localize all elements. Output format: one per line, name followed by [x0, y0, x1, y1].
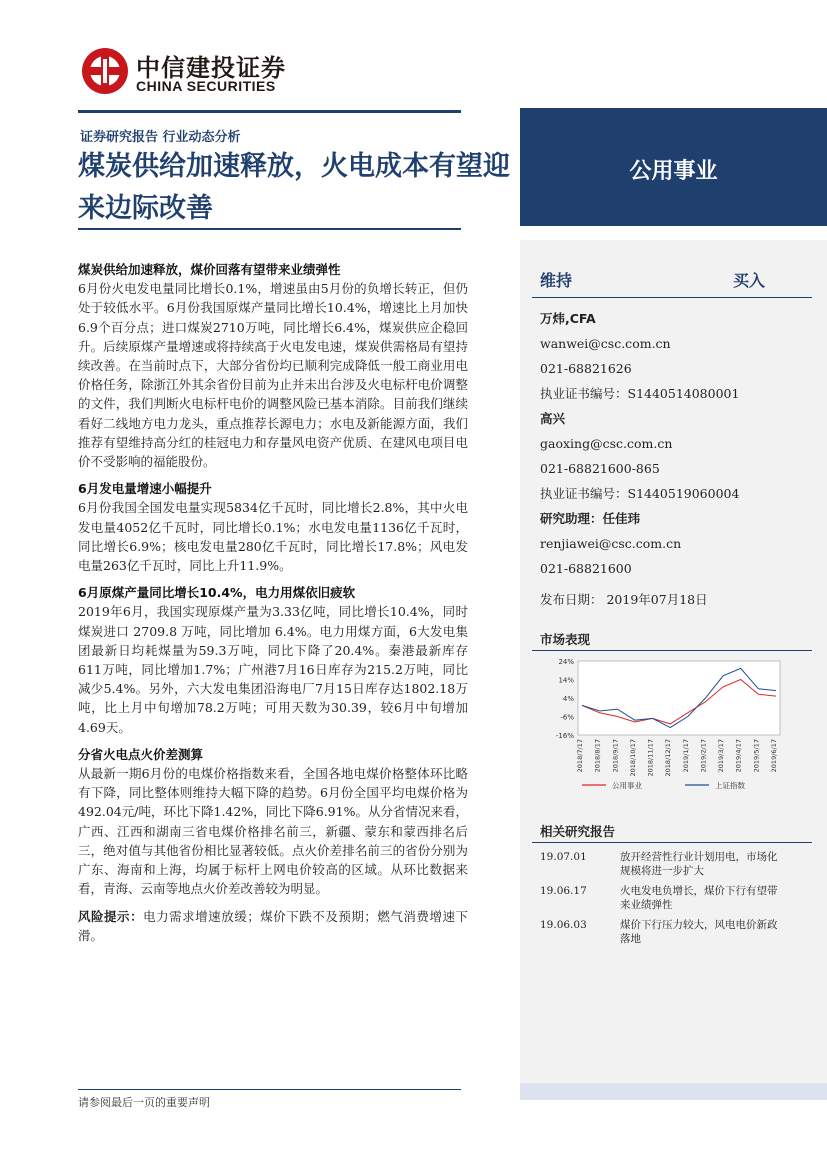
section-text: 从最新一期6月份的电煤价格指数来看，全国各地电煤价格整体环比略有下降，同比整体则维持大幅下降的趋势。6月份全国平均电煤价格为492.04元/吨，环比下降1.42%，同比下降6.91%。从分省情况来看，广西、江西和湖南三省电煤价格排名前三，新疆、蒙东和蒙西排名后三，绝对值与其他省份相比显著较低。点火价差排名前三的省份分别为广东、海南和上海，均属于标杆上网电价较高的区域。从环比数据来看，青海、云南等地点火价差改善较为明显。 [78, 766, 468, 897]
y-tick-label: 24% [558, 658, 574, 666]
section-heading: 6月原煤产量同比增长10.4%，电力用煤依旧疲软 [78, 585, 356, 601]
analyst-name: 万炜,CFA [540, 311, 596, 326]
analyst-email[interactable]: gaoxing@csc.com.cn [540, 436, 673, 451]
x-tick-label: 2018/12/17 [664, 739, 673, 777]
plot-area [578, 661, 780, 735]
logo-chinese: 中信建投证券 [136, 54, 286, 82]
footer-rule [78, 1089, 461, 1090]
section-text: 2019年6月，我国实现原煤产量为3.33亿吨，同比增长10.4%，同时煤炭进口 2709.8 万吨，同比增加 6.4%。电力用煤方面，6大发电集团最新日均耗煤量为59.3万吨，同比下降了20.4%。秦港最新库存611万吨，同比增加1.7%；广州港7月16日库存为215.2万吨，同比减少5.4%。另外，六大发电集团沿海电厂7月15日库存达1802.18万吨，比上月中旬增加78.2万吨；可用天数为30.39，较6月中旬增加4.69天。 [78, 604, 468, 735]
related-date: 19.07.01 [540, 851, 587, 863]
legend-label: 上证指数 [715, 781, 745, 790]
y-tick-label: -6% [560, 713, 574, 722]
analyst-phone: 021-68821626 [540, 361, 632, 376]
y-tick-label: 14% [558, 676, 574, 685]
sector-name: 公用事业 [629, 159, 718, 184]
section-text: 6月份我国全国发电量实现5834亿千瓦时，同比增长2.8%，其中火电发电量4052亿千瓦时，同比增长0.1%；水电发电量1136亿千瓦时，同比增长6.9%；核电发电量280亿千瓦时，同比增长17.8%；风电发电量263亿千瓦时，同比上升11.9%。 [78, 500, 468, 574]
logo-english: CHINA SECURITIES [136, 78, 276, 94]
rating-rule [532, 297, 812, 298]
x-tick-label: 2019/5/17 [752, 739, 761, 773]
x-tick-label: 2019/6/17 [770, 739, 778, 773]
x-tick-label: 2018/11/17 [646, 739, 655, 777]
header-rule [78, 110, 461, 113]
section-heading: 6月发电量增速小幅提升 [78, 481, 212, 497]
x-tick-label: 2018/10/17 [628, 739, 637, 777]
analyst-phone: 021-68821600-865 [540, 461, 660, 476]
related-item[interactable] [540, 884, 780, 912]
related-rule [532, 842, 812, 843]
analyst-block [540, 306, 800, 612]
related-date: 19.06.03 [540, 919, 587, 931]
related-text: 煤价下行压力较大，风电电价新政落地 [620, 919, 778, 945]
assistant-phone: 021-68821600 [540, 561, 632, 576]
main-body [78, 258, 468, 953]
x-tick-label: 2019/4/17 [734, 739, 743, 773]
related-text: 火电发电负增长，煤价下行有望带来业绩弹性 [620, 885, 778, 911]
market-chart [530, 655, 810, 795]
section-4 [78, 745, 468, 899]
market-rule [532, 650, 812, 651]
rating-value: 买入 [732, 271, 765, 290]
analyst-cert: 执业证书编号：S1440519060004 [540, 486, 740, 501]
risk-label: 风险提示： [78, 908, 144, 924]
section-heading: 煤炭供给加速释放，煤价回落有望带来业绩弹性 [78, 262, 341, 277]
section-text: 6月份火电发电量同比增长0.1%，增速虽由5月份的负增长转正，但仍处于较低水平。6月份我国原煤产量同比增长10.4%，增速比上月加快6.9个百分点；进口煤炭2710万吨，同比增长6.4%，煤炭供应企稳回升。后续原煤产量增速或将持续高于火电发电速，煤炭供需格局有望持续改善。在当前时点下，大部分省份均已顺利完成降低一般工商业用电价格任务，除浙江外其余省份目前为止并未出台涉及火电标杆电价调整的文件，我们判断火电标杆电价的调整风险已基本消除。目前我们继续看好二线地方电力龙头，重点推荐长源电力；水电及新能源方面，我们推荐有望维持高分红的桂冠电力和存量风电资产优质、在建风电项目电价不受影响的福能股份。 [78, 281, 468, 470]
rating-label: 维持 [540, 271, 573, 290]
page-title: 煤炭供给加速释放，火电成本有望迎来边际改善 [78, 151, 510, 224]
assistant-email[interactable]: renjiawei@csc.com.cn [540, 536, 682, 551]
analyst-cert: 执业证书编号：S1440514080001 [540, 386, 740, 401]
related-list [540, 850, 780, 952]
section-2 [78, 479, 468, 575]
x-tick-label: 2019/2/17 [699, 739, 708, 773]
analyst-name: 高兴 [540, 411, 566, 426]
sidebar-bottom-band [520, 1083, 827, 1100]
section-heading: 分省火电点火价差测算 [78, 746, 204, 762]
legend-label: 公用事业 [612, 781, 642, 790]
related-text: 放开经营性行业计划用电，市场化规模将进一步扩大 [620, 851, 778, 877]
risk-text: 电力需求增速放缓；煤价下跌不及预期；燃气消费增速下滑。 [78, 908, 468, 943]
publish-date: 发布日期： 2019年07月18日 [540, 592, 708, 607]
assistant-label: 研究助理：任佳玮 [540, 511, 641, 526]
y-tick-label: -16% [555, 732, 574, 740]
related-item[interactable] [540, 918, 780, 946]
section-3 [78, 583, 468, 737]
risk-note [78, 907, 468, 945]
report-type: 证券研究报告 行业动态分析 [80, 130, 241, 145]
title-rule [78, 228, 461, 230]
logo-mark [80, 46, 130, 96]
x-tick-label: 2018/8/17 [593, 739, 602, 773]
y-tick-label: 4% [562, 695, 574, 703]
x-tick-label: 2019/3/17 [717, 739, 726, 773]
related-item[interactable] [540, 850, 780, 878]
related-date: 19.06.17 [540, 885, 587, 897]
x-tick-label: 2019/1/17 [681, 739, 690, 773]
section-1 [78, 260, 468, 471]
x-tick-label: 2018/9/17 [611, 739, 620, 773]
analyst-email[interactable]: wanwei@csc.com.cn [540, 336, 671, 351]
x-tick-label: 2018/7/17 [576, 739, 584, 773]
market-title: 市场表现 [540, 632, 591, 647]
related-title: 相关研究报告 [540, 824, 616, 839]
footer-note: 请参阅最后一页的重要声明 [78, 1096, 210, 1109]
